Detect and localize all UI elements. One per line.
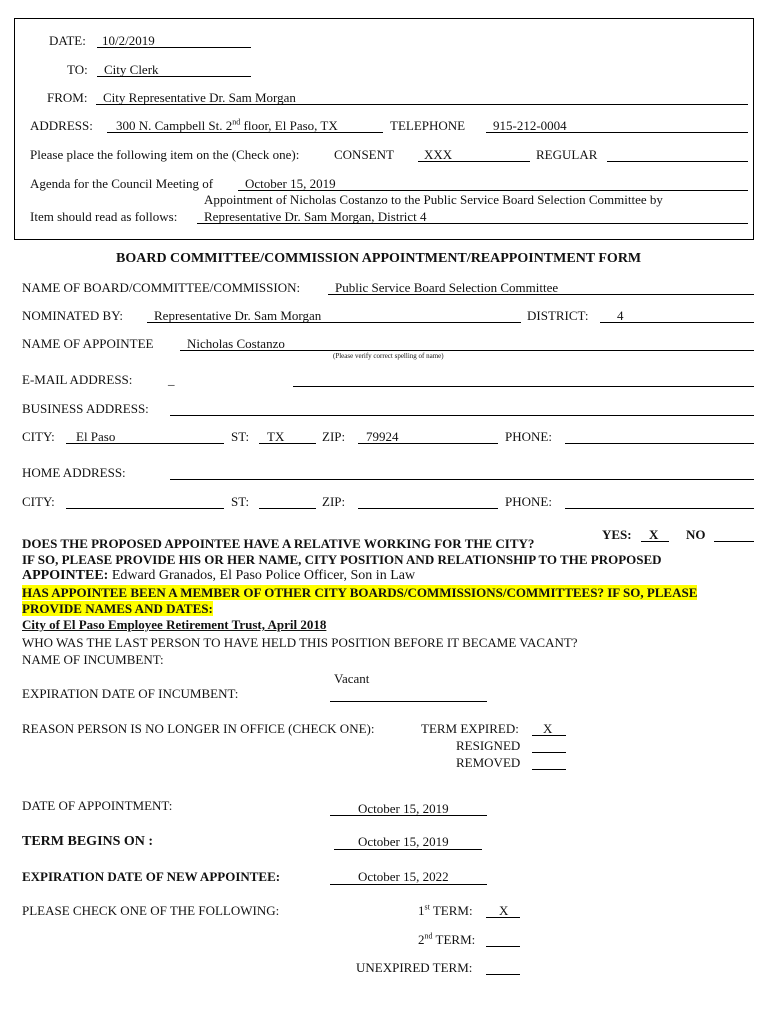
zip-value: 79924 — [366, 429, 399, 444]
email-underline — [293, 386, 754, 387]
if-so-line1: IF SO, PLEASE PROVIDE HIS OR HER NAME, CITY POSITION AND RELATIONSHIP TO THE PROPOSED — [22, 552, 662, 567]
email-label: E-MAIL ADDRESS: — [22, 372, 133, 387]
email-value: _ — [168, 372, 175, 387]
appointee-label: NAME OF APPOINTEE — [22, 336, 154, 351]
address-underline — [107, 132, 383, 133]
business-address-label: BUSINESS ADDRESS: — [22, 401, 149, 416]
zip-label: ZIP: — [322, 429, 346, 444]
term-begins-value: October 15, 2019 — [358, 834, 449, 849]
consent-underline — [418, 161, 530, 162]
city-underline — [66, 443, 224, 444]
telephone-underline — [486, 132, 748, 133]
unexpired-term-underline — [486, 974, 520, 975]
home-phone-label: PHONE: — [505, 494, 552, 509]
phone-label: PHONE: — [505, 429, 552, 444]
reason-label: REASON PERSON IS NO LONGER IN OFFICE (CHECK ONE): — [22, 721, 375, 736]
home-zip-label: ZIP: — [322, 494, 346, 509]
city-label: CITY: — [22, 429, 55, 444]
resigned-underline — [532, 752, 566, 753]
yes-label: YES: — [602, 527, 632, 542]
unexpired-term-label: UNEXPIRED TERM: — [356, 960, 473, 975]
member-answer: City of El Paso Employee Retirement Trust, April 2018 — [22, 617, 327, 632]
new-expiration-value: October 15, 2022 — [358, 869, 449, 884]
form-title: BOARD COMMITTEE/COMMISSION APPOINTMENT/REAPPOINTMENT FORM — [116, 251, 642, 266]
first-term-underline — [486, 917, 520, 918]
home-city-label: CITY: — [22, 494, 55, 509]
relative-answer: APPOINTEE: Edward Granados, El Paso Police Officer, Son in Law — [22, 568, 416, 583]
home-st-underline — [259, 508, 316, 509]
incumbent-name-label: NAME OF INCUMBENT: — [22, 652, 164, 667]
address-value: 300 N. Campbell St. 2nd floor, El Paso, TX — [116, 117, 338, 133]
first-term-label: 1st TERM: — [418, 902, 473, 918]
agenda-label: Agenda for the Council Meeting of — [30, 176, 214, 191]
district-label: DISTRICT: — [527, 308, 589, 323]
to-underline — [97, 76, 251, 77]
nominated-underline — [147, 322, 521, 323]
home-address-label: HOME ADDRESS: — [22, 465, 126, 480]
term-expired-value: X — [543, 721, 553, 736]
to-value: City Clerk — [104, 62, 159, 77]
date-of-appointment-label: DATE OF APPOINTMENT: — [22, 798, 173, 813]
item-line1: Appointment of Nicholas Costanzo to the Public Service Board Selection Committee by — [204, 192, 663, 207]
relative-question: DOES THE PROPOSED APPOINTEE HAVE A RELATIVE WORKING FOR THE CITY? — [22, 536, 535, 551]
from-label: FROM: — [47, 90, 88, 105]
city-value: El Paso — [76, 429, 116, 444]
yes-value: X — [649, 527, 659, 542]
date-underline — [97, 47, 251, 48]
address-label: ADDRESS: — [30, 118, 93, 133]
agenda-underline — [238, 190, 748, 191]
st-label: ST: — [231, 429, 250, 444]
term-expired-underline — [532, 735, 566, 736]
term-begins-label: TERM BEGINS ON : — [22, 834, 154, 849]
home-st-label: ST: — [231, 494, 250, 509]
from-value: City Representative Dr. Sam Morgan — [103, 90, 296, 105]
nominated-value: Representative Dr. Sam Morgan — [154, 308, 322, 323]
removed-label: REMOVED — [456, 755, 521, 770]
telephone-value: 915-212-0004 — [493, 118, 567, 133]
appointee-value: Nicholas Costanzo — [187, 336, 285, 351]
member-question-line1: HAS APPOINTEE BEEN A MEMBER OF OTHER CITY BOARDS/COMMISSIONS/COMMITTEES? IF SO, PLEASE — [22, 585, 698, 600]
home-zip-underline — [358, 508, 498, 509]
new-expiration-underline — [330, 884, 487, 885]
st-value: TX — [267, 429, 285, 444]
incumbent-name-value: Vacant — [334, 671, 370, 686]
item-underline — [197, 223, 748, 224]
board-label: NAME OF BOARD/COMMITTEE/COMMISSION: — [22, 280, 301, 295]
consent-label: CONSENT — [334, 147, 394, 162]
home-city-underline — [66, 508, 224, 509]
telephone-label: TELEPHONE — [390, 118, 466, 133]
district-value: 4 — [617, 308, 624, 323]
from-underline — [96, 104, 748, 105]
removed-underline — [532, 769, 566, 770]
second-term-label: 2nd TERM: — [418, 931, 476, 947]
zip-underline — [358, 443, 498, 444]
regular-underline — [607, 161, 748, 162]
to-label: TO: — [67, 62, 88, 77]
board-value: Public Service Board Selection Committee — [335, 280, 559, 295]
nominated-label: NOMINATED BY: — [22, 308, 123, 323]
district-underline — [600, 322, 754, 323]
home-phone-underline — [565, 508, 754, 509]
regular-label: REGULAR — [536, 147, 598, 162]
date-of-appointment-underline — [330, 815, 487, 816]
st-underline — [259, 443, 316, 444]
yes-underline — [641, 541, 669, 542]
second-term-underline — [486, 946, 520, 947]
appointee-underline — [180, 350, 754, 351]
term-begins-underline — [334, 849, 482, 850]
term-expired-label: TERM EXPIRED: — [421, 721, 519, 736]
check-prompt: Please place the following item on the (Check one): — [30, 147, 300, 162]
no-label: NO — [686, 527, 706, 542]
incumbent-expiration-underline — [330, 701, 487, 702]
board-underline — [328, 294, 754, 295]
incumbent-question: WHO WAS THE LAST PERSON TO HAVE HELD THIS POSITION BEFORE IT BECAME VACANT? — [22, 635, 578, 650]
new-expiration-label: EXPIRATION DATE OF NEW APPOINTEE: — [22, 869, 281, 884]
home-address-underline — [170, 479, 754, 480]
no-underline — [714, 541, 754, 542]
date-label: DATE: — [49, 33, 86, 48]
incumbent-expiration-label: EXPIRATION DATE OF INCUMBENT: — [22, 686, 239, 701]
member-question-line2: PROVIDE NAMES AND DATES: — [22, 601, 213, 616]
item-line2: Representative Dr. Sam Morgan, District 4 — [204, 209, 427, 224]
agenda-value: October 15, 2019 — [245, 176, 336, 191]
first-term-value: X — [499, 903, 509, 918]
date-value: 10/2/2019 — [102, 33, 155, 48]
item-label: Item should read as follows: — [30, 209, 178, 224]
date-of-appointment-value: October 15, 2019 — [358, 801, 449, 816]
spelling-note: (Please verify correct spelling of name) — [333, 352, 444, 360]
consent-value: XXX — [424, 147, 453, 162]
phone-underline — [565, 443, 754, 444]
check-one-label: PLEASE CHECK ONE OF THE FOLLOWING: — [22, 903, 280, 918]
business-address-underline — [170, 415, 754, 416]
resigned-label: RESIGNED — [456, 738, 521, 753]
